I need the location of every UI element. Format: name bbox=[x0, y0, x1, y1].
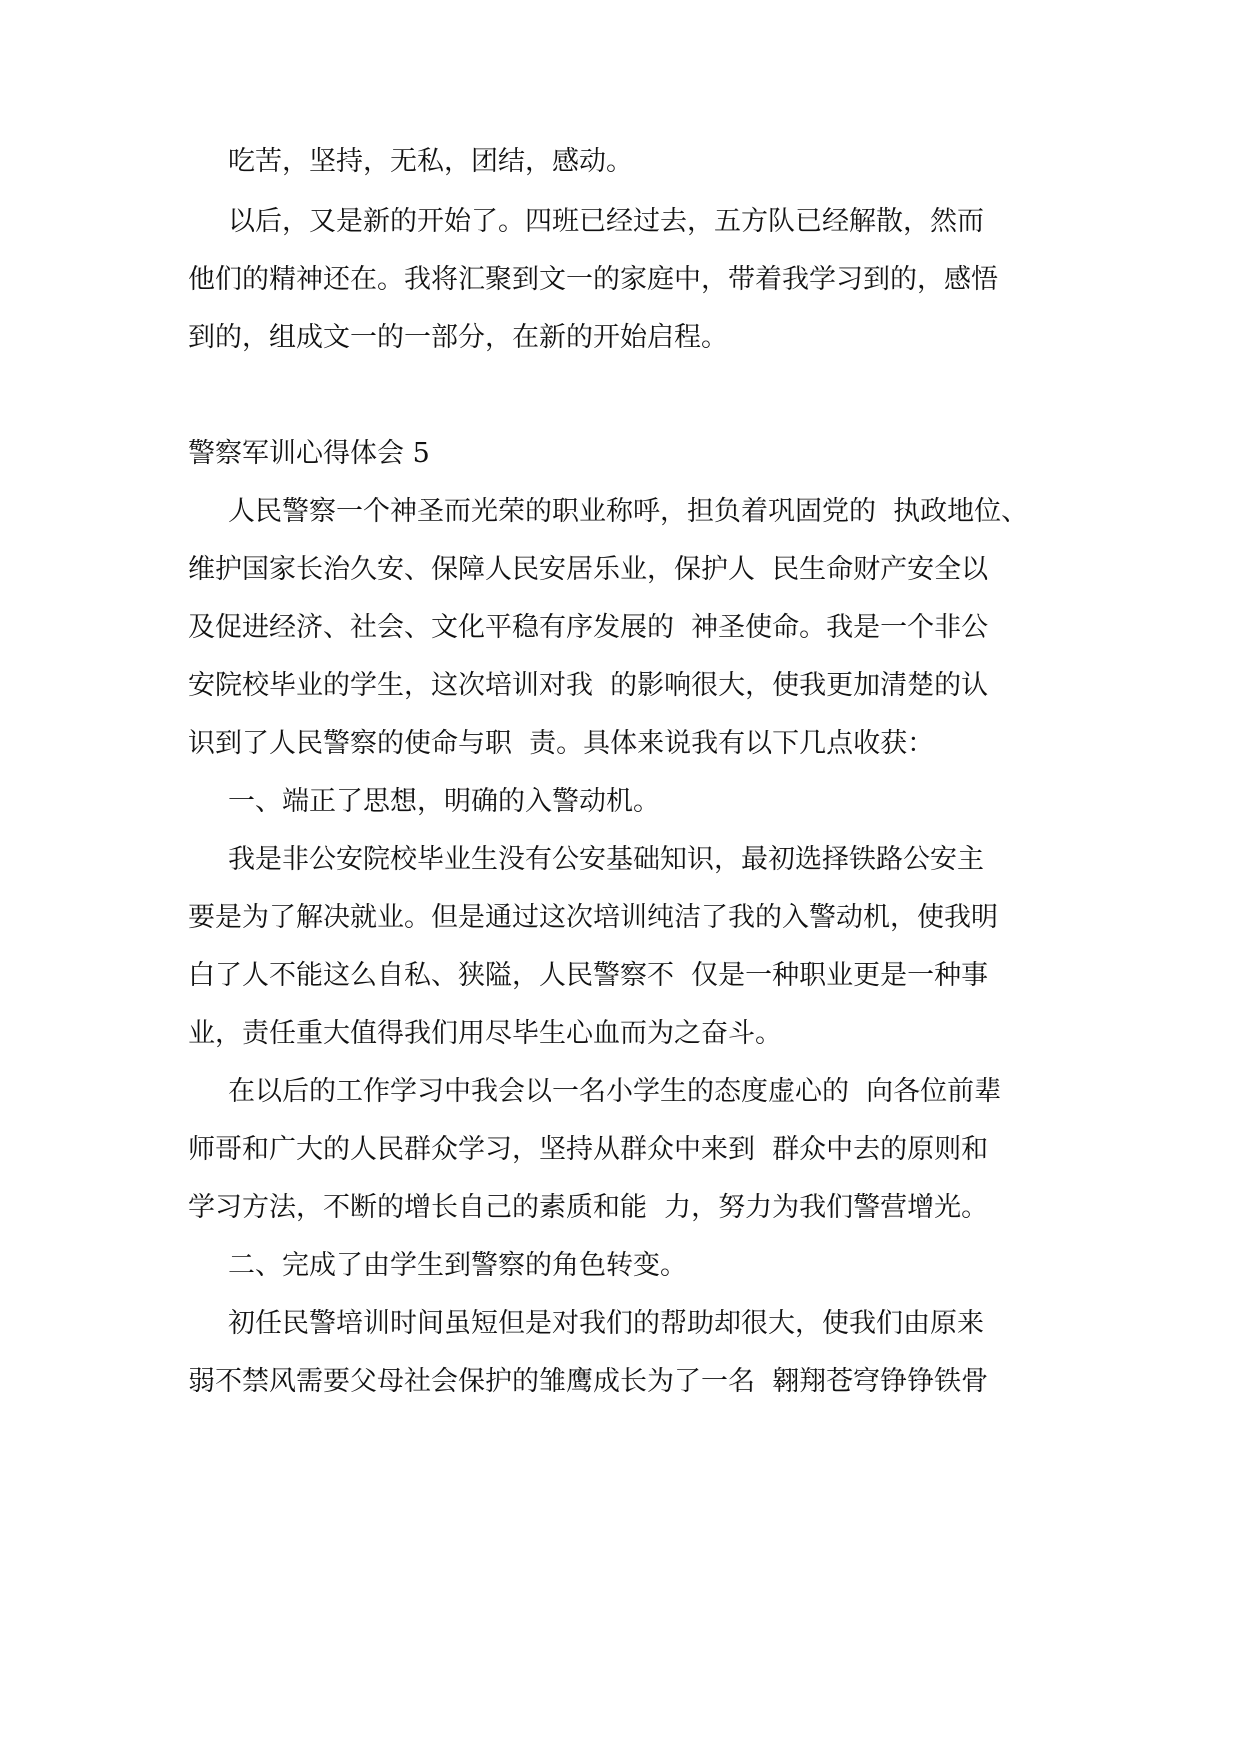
section-heading: 警察军训心得体会 5 bbox=[188, 438, 430, 469]
paragraph-line: 维护国家长治久安、保障人民安居乐业，保护人 民生命财产安全以 bbox=[188, 554, 989, 585]
paragraph-line: 师哥和广大的人民群众学习，坚持从群众中来到 群众中去的原则和 bbox=[188, 1134, 989, 1165]
paragraph-line: 初任民警培训时间虽短但是对我们的帮助却很大，使我们由原来 bbox=[228, 1308, 984, 1339]
paragraph-line: 学习方法，不断的增长自己的素质和能 力，努力为我们警营增光。 bbox=[188, 1192, 989, 1223]
paragraph-line: 及促进经济、社会、文化平稳有序发展的 神圣使命。我是一个非公 bbox=[188, 612, 989, 643]
paragraph-line: 识到了人民警察的使命与职 责。具体来说我有以下几点收获： bbox=[188, 728, 935, 759]
paragraph-line: 白了人不能这么自私、狭隘，人民警察不 仅是一种职业更是一种事 bbox=[188, 960, 989, 991]
paragraph-line: 人民警察一个神圣而光荣的职业称呼，担负着巩固党的 执政地位、 bbox=[228, 496, 1029, 527]
paragraph-line: 他们的精神还在。我将汇聚到文一的家庭中，带着我学习到的，感悟 bbox=[188, 264, 998, 295]
paragraph-line: 吃苦，坚持，无私，团结，感动。 bbox=[228, 146, 633, 177]
paragraph-line: 弱不禁风需要父母社会保护的雏鹰成长为了一名 翱翔苍穹铮铮铁骨 bbox=[188, 1366, 989, 1397]
paragraph-line: 安院校毕业的学生，这次培训对我 的影响很大，使我更加清楚的认 bbox=[188, 670, 989, 701]
point-heading: 二、完成了由学生到警察的角色转变。 bbox=[228, 1250, 687, 1281]
paragraph-line: 在以后的工作学习中我会以一名小学生的态度虚心的 向各位前辈 bbox=[228, 1076, 1002, 1107]
paragraph-line: 我是非公安院校毕业生没有公安基础知识，最初选择铁路公安主 bbox=[228, 844, 984, 875]
paragraph-line: 以后，又是新的开始了。四班已经过去，五方队已经解散，然而 bbox=[228, 206, 984, 237]
paragraph-line: 要是为了解决就业。但是通过这次培训纯洁了我的入警动机，使我明 bbox=[188, 902, 998, 933]
point-heading: 一、端正了思想，明确的入警动机。 bbox=[228, 786, 660, 817]
paragraph-line: 业，责任重大值得我们用尽毕生心血而为之奋斗。 bbox=[188, 1018, 782, 1049]
paragraph-line: 到的，组成文一的一部分，在新的开始启程。 bbox=[188, 322, 728, 353]
